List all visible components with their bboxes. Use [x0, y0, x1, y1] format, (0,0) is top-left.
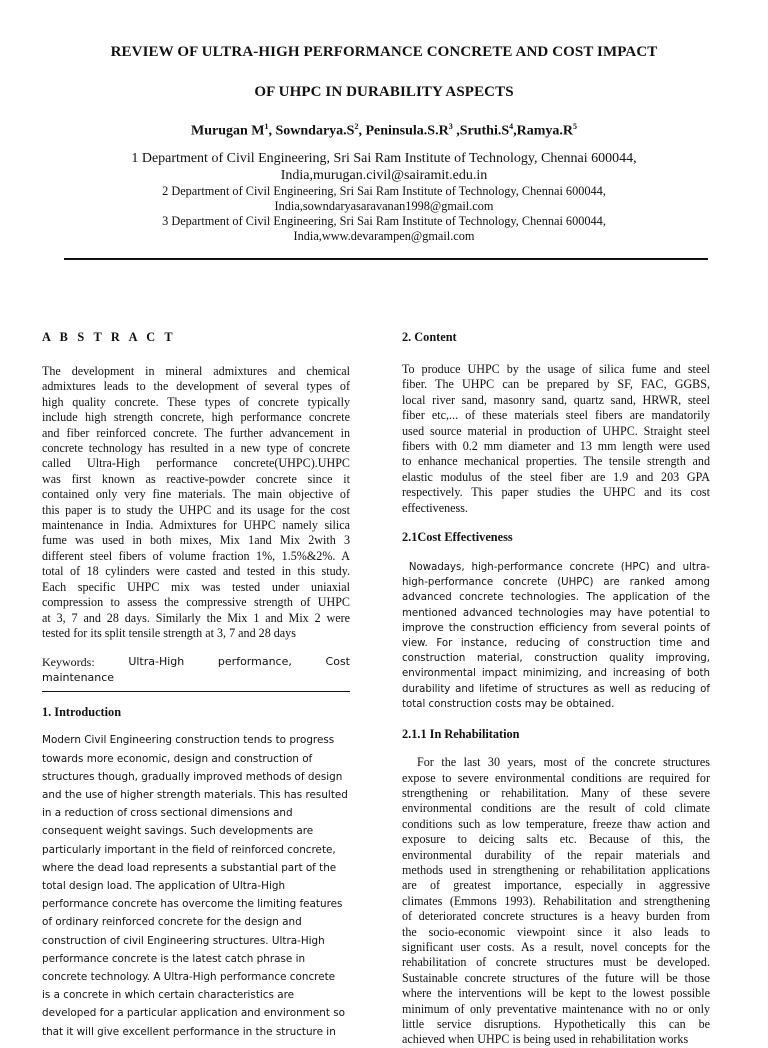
- abstract-line: The development in mineral admixtures and chemical: [42, 364, 350, 378]
- introduction-line: that it will give excellent performance in the structure in: [42, 1025, 336, 1038]
- abstract-line: called Ultra-High performance concrete(UHPC).UHPC: [42, 456, 350, 471]
- abstract-line: contained only very fine materials. The main objective of: [42, 487, 350, 502]
- header-divider: [64, 258, 708, 260]
- cost-effectiveness-line: durability and lifetime of structures as well as reducing of: [402, 683, 710, 695]
- author-affiliation-number: 2: [354, 122, 359, 131]
- abstract-line: maintenance in India. Admixtures for UHPC namely silica: [42, 518, 350, 533]
- introduction-line: where the dead load represents a substantial part of the: [42, 861, 337, 874]
- rehabilitation-line: Sustainable concrete structures of the future will be those: [402, 970, 710, 985]
- abstract-line: compression to assess the compressive strength of UHPC: [42, 595, 350, 610]
- keyword-3: Cost: [325, 655, 350, 669]
- paper-title-line-2: OF UHPC IN DURABILITY ASPECTS: [254, 84, 514, 100]
- content-line: local river sand, masonry sand, quartz sand, HRWR, steel: [402, 392, 710, 407]
- abstract-line: fume was used in both mixes, Mix 1and Mix 2with 3: [42, 533, 350, 548]
- rehabilitation-line: climates (Emmons 1993). Rehabilitation and strengthening: [402, 893, 710, 908]
- introduction-line: performance concrete is the latest catch phrase in: [42, 952, 306, 965]
- cost-effectiveness-line: advanced concrete technologies. The application of the: [402, 592, 710, 604]
- keyword-2: performance,: [217, 655, 292, 669]
- rehabilitation-line: little service disruptions. Hypothetically this can be: [402, 1017, 710, 1031]
- content-line: respectively. This paper studies the UHPC and its cost: [402, 485, 710, 500]
- author-name: Ramya.R: [516, 123, 574, 139]
- abstract-line: concrete technology has resulted in a new type of concrete: [42, 441, 350, 456]
- author-affiliation-number: 3: [448, 122, 453, 131]
- content-line: fiber etc,... of these materials steel fibers are mandatorily: [402, 408, 710, 423]
- abstract-line: high quality concrete. These types of concrete typically: [42, 394, 350, 409]
- rehabilitation-line: where the interventions will be kept to the lowest possible: [402, 986, 710, 1001]
- introduction-heading: 1. Introduction: [42, 705, 122, 720]
- introduction-line: construction of civil Engineering structures. Ultra-High: [42, 934, 325, 947]
- author-name: Murugan M: [190, 123, 265, 139]
- rehabilitation-body: [402, 755, 710, 1048]
- introduction-body: [42, 731, 350, 1040]
- rehabilitation-line: conditions such as low temperature, freeze thaw action and: [402, 816, 710, 831]
- rehabilitation-line: environmental durability of the repair materials and: [402, 847, 710, 862]
- affiliation-1: [0, 150, 768, 184]
- abstract-line: and fiber reinforced concrete. The further advancement in: [42, 425, 350, 440]
- author-separator: ,: [513, 123, 517, 139]
- author-name: Sruthi.S: [459, 123, 510, 139]
- introduction-line: of ordinary reinforced concrete for the design and: [42, 916, 302, 929]
- introduction-line: consequent weight savings. Such developments are: [42, 825, 314, 838]
- introduction-line: total design load. The application of Ultra-High: [42, 879, 286, 892]
- author-affiliation-number: 1: [264, 122, 269, 131]
- content-body: [402, 362, 710, 516]
- rehabilitation-line: of deteriorated concrete structures is a heavy burden from: [402, 909, 710, 924]
- rehabilitation-line: methods used in strengthening or rehabilitation applications: [402, 862, 710, 877]
- rehabilitation-line: exposure to deicing salts etc. Because of this, the: [402, 832, 710, 847]
- cost-effectiveness-line: improve the construction efficiency from several points of: [402, 622, 710, 634]
- rehabilitation-line: For the last 30 years, most of the concrete structures: [402, 755, 710, 770]
- abstract-body: [42, 364, 350, 641]
- author-name: Peninsula.S.R: [365, 123, 449, 139]
- introduction-line: Modern Civil Engineering construction tends to progress: [42, 734, 335, 747]
- content-line: elastic modulus of the steel fiber are 1.9 and 203 GPA: [402, 469, 710, 484]
- abstract-line: Each specific UHPC mix was tested under uniaxial: [42, 579, 350, 594]
- left-column: [42, 330, 350, 1041]
- abstract-heading: A B S T R A C T: [42, 330, 176, 344]
- abstract-line: was first known as reactive-powder concrete since it: [42, 471, 350, 486]
- affiliation-1-line-1: 1 Department of Civil Engineering, Sri Sai Ram Institute of Technology, Chennai 600044,: [131, 151, 637, 166]
- content-line: to enhance mechanical properties. The tensile strength and: [402, 454, 710, 469]
- cost-effectiveness-line: view. For instance, reducing of construction time and: [402, 638, 710, 650]
- introduction-line: towards more economic, design and construction of: [42, 752, 313, 765]
- content-line: fibers with 0.2 mm diameter and 13 mm length were used: [402, 439, 710, 454]
- rehabilitation-line: strengthening or rehabilitation. Many of these severe: [402, 785, 710, 800]
- content-line: To produce UHPC by the usage of silica fume and steel: [402, 362, 710, 376]
- keywords-continuation: maintenance: [42, 671, 115, 685]
- keywords-line: [42, 654, 350, 670]
- content-line: used source material in production of UHPC. Straight steel: [402, 423, 710, 438]
- rehabilitation-line: minimum of only preventative maintenance with no or only: [402, 1001, 710, 1016]
- affiliation-3-line-2: India,www.devarampen@gmail.com: [293, 229, 475, 244]
- cost-effectiveness-line: Nowadays, high-performance concrete (HPC) and ultra-: [402, 562, 710, 574]
- affiliation-2-line-1: 2 Department of Civil Engineering, Sri Sai Ram Institute of Technology, Chennai 600044,: [162, 184, 606, 198]
- introduction-line: in a reduction of cross sectional dimensions and: [42, 807, 293, 820]
- introduction-line: concrete technology. A Ultra-High performance concrete: [42, 970, 336, 983]
- keywords-label: Keywords:: [42, 655, 95, 670]
- affiliation-2-line-2: India,sowndaryasaravanan1998@gmail.com: [274, 199, 494, 214]
- content-line: fiber. The UHPC can be prepared by SF, FAC, GGBS,: [402, 377, 710, 392]
- rehabilitation-line: achieved when UHPC is being used in rehabilitation works: [402, 1032, 689, 1047]
- abstract-line: this paper is to study the UHPC and its usage for the cost: [42, 502, 350, 517]
- content-line: effectiveness.: [402, 500, 468, 515]
- abstract-line: tested for its split tensile strength at 3, 7 and 28 days: [42, 625, 296, 640]
- introduction-line: and the use of higher strength materials. This has resulted: [42, 788, 348, 801]
- introduction-line: is a concrete in which certain characteristics are: [42, 989, 295, 1002]
- author-separator: ,: [358, 123, 366, 139]
- rehabilitation-line: expose to severe environmental conditions are required for: [402, 770, 710, 785]
- introduction-line: particularly important in the field of reinforced concrete,: [42, 843, 336, 856]
- affiliation-3: [0, 214, 768, 245]
- right-column: [402, 330, 710, 1048]
- abstract-line: admixtures leads to the development of several types of: [42, 379, 350, 394]
- rehabilitation-line: environmental conditions are the result of cold climate: [402, 801, 710, 816]
- abstract-line: at 3, 7 and 28 days. Similarly the Mix 1 and Mix 2 were: [42, 610, 350, 625]
- paper-title-line-1: REVIEW OF ULTRA-HIGH PERFORMANCE CONCRETE AND COST IMPACT: [110, 44, 658, 60]
- affiliation-1-line-2: India,murugan.civil@sairamit.edu.in: [280, 168, 488, 183]
- affiliation-2: [0, 184, 768, 215]
- abstract-line: total of 18 cylinders were casted and tested in this study.: [42, 564, 350, 579]
- abstract-line: different steel fibers of volume fraction 1%, 1.5%&2%. A: [42, 548, 350, 563]
- author-separator: ,: [452, 123, 460, 139]
- rehabilitation-line: the socio-economic viewpoint since it also leads to: [402, 924, 710, 939]
- cost-effectiveness-line: environmental impact minimizing, and increasing of both: [402, 668, 710, 680]
- author-affiliation-number: 4: [509, 122, 514, 131]
- rehabilitation-line: are of greatest importance, especially in aggressive: [402, 878, 710, 893]
- keyword-1: Ultra-High: [128, 655, 185, 669]
- introduction-line: performance concrete has overcome the limiting features: [42, 898, 343, 911]
- abstract-line: include high strength concrete, high performance concrete: [42, 410, 350, 425]
- rehabilitation-line: significant user costs. As a result, novel concepts for the: [402, 939, 710, 954]
- affiliation-3-line-1: 3 Department of Civil Engineering, Sri Sai Ram Institute of Technology, Chennai 600044,: [162, 214, 606, 228]
- rehabilitation-heading: 2.1.1 In Rehabilitation: [402, 727, 520, 742]
- author-separator: ,: [268, 123, 276, 139]
- cost-effectiveness-line: high-performance concrete (UHPC) are ranked among: [402, 577, 710, 589]
- author-name: Sowndarya.S: [275, 123, 355, 139]
- introduction-line: structures though, gradually improved methods of design: [42, 770, 343, 783]
- cost-effectiveness-heading: 2.1Cost Effectiveness: [402, 530, 513, 545]
- introduction-line: developed for a particular application and environment so: [42, 1007, 345, 1020]
- rehabilitation-line: rehabilitation of concrete structures must be developed.: [402, 955, 710, 970]
- cost-effectiveness-line: construction material, construction quality improving,: [402, 653, 710, 665]
- content-heading: 2. Content: [402, 330, 457, 344]
- cost-effectiveness-line: mentioned advanced technologies may have potential to: [402, 607, 710, 619]
- cost-effectiveness-body: [402, 560, 710, 712]
- cost-effectiveness-line: total construction costs may be obtained.: [402, 698, 615, 710]
- author-list: [0, 122, 768, 140]
- author-affiliation-number: 5: [573, 122, 578, 131]
